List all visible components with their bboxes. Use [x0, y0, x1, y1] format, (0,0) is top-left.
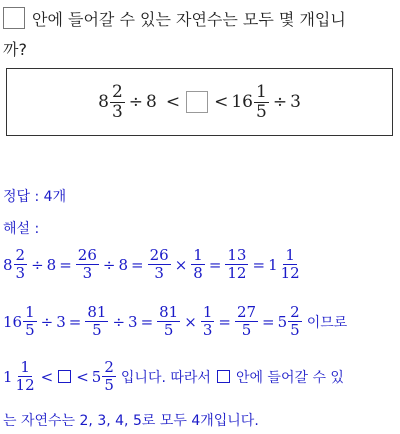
inequality-expression: [7, 69, 392, 135]
explanation-line-2: 16 $\frac{1}{5}$ ÷ 3 = $\frac{81}{5}$ ÷ 3 = $\frac{81}{5}$ × $\frac{1}{3}$ = $\frac{27}{5}$ = 5 $\frac{2}{5}$ 이므로: [3, 303, 348, 339]
less-than-2: <: [214, 92, 229, 112]
explanation-line-1: 8 $\frac{2}{3}$ ÷ 8 = $\frac{26}{3}$ ÷ 8 = $\frac{26}{3}$ × $\frac{1}{8}$ = $\frac{13}{12}$ = 1 $\frac{1}{12}$: [3, 246, 300, 282]
right-divisor: 3: [290, 92, 301, 112]
explanation-label: 해설 :: [3, 221, 40, 237]
left-whole: 8: [98, 92, 109, 112]
right-whole: 16: [231, 92, 253, 112]
question-line-1: [3, 5, 397, 35]
left-divide-sign: ÷: [128, 92, 144, 112]
unknown-box: [186, 91, 208, 113]
answer-line: [3, 186, 66, 206]
answer-blank-box: [3, 7, 25, 29]
unknown-box-small-2: [217, 370, 230, 383]
expression-box: [6, 68, 393, 136]
left-divisor: 8: [146, 92, 157, 112]
question-line-2: 까?: [3, 40, 27, 59]
answer-label: 정답 :: [3, 189, 40, 205]
unknown-box-small: [58, 370, 71, 383]
left-fraction: $\frac{2}{3}$: [111, 81, 123, 122]
explanation-line-3: 1 $\frac{1}{12}$ < < 5 $\frac{2}{5}$ 입니다. 따라서 안에 들어갈 수 있: [3, 358, 344, 394]
less-than-1: <: [165, 92, 181, 112]
answer-value: 4개: [43, 189, 67, 205]
question: [3, 5, 397, 65]
right-divide-sign: ÷: [272, 92, 288, 112]
explanation-line-4: 는 자연수는 2, 3, 4, 5로 모두 4개입니다.: [3, 413, 259, 429]
right-fraction: $\frac{1}{5}$: [255, 81, 267, 122]
question-text-1: 안에 들어갈 수 있는 자연수는 모두 몇 개입니: [32, 10, 346, 29]
